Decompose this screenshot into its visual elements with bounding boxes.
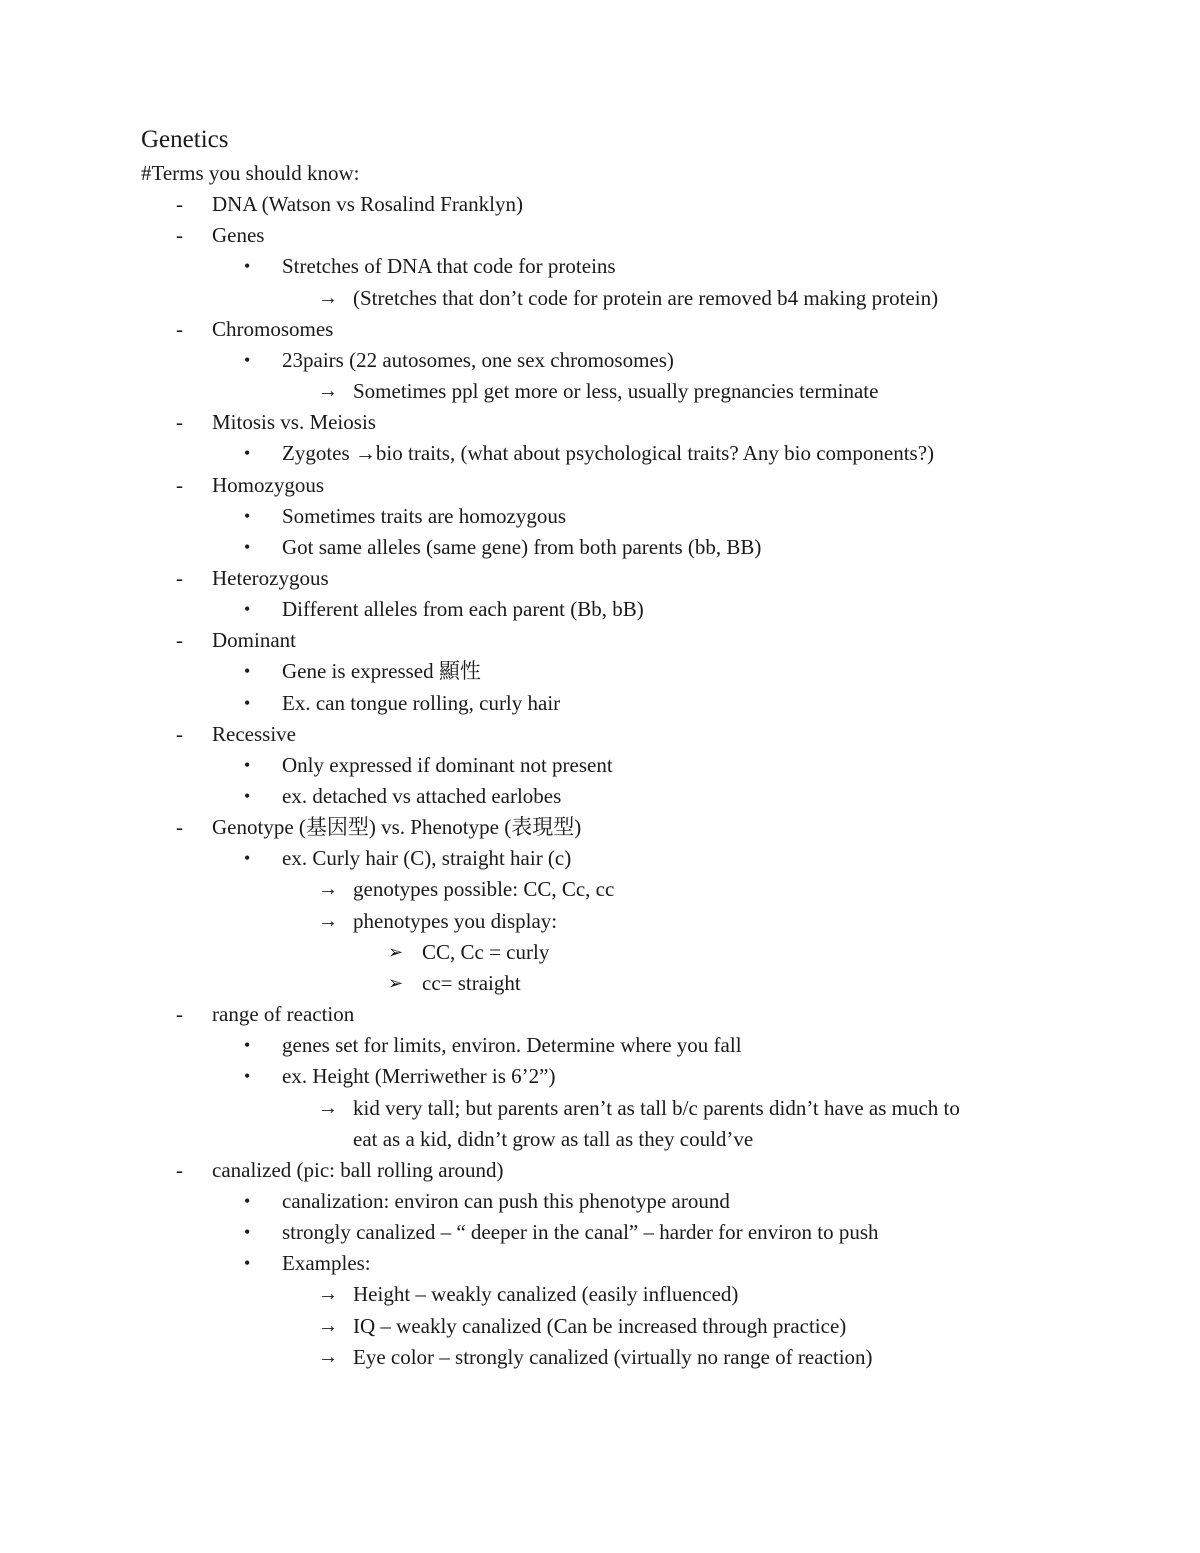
note-line: kid very tall; but parents aren’t as tall b/c parents didn’t have as much to [353,1096,960,1120]
note-line: ex. Curly hair (C), straight hair (c) [282,846,572,870]
note-line: Got same alleles (same gene) from both parents (bb, BB) [282,535,762,559]
dash-marker: - [176,1002,183,1026]
dash-marker: - [176,192,183,216]
note-line: phenotypes you display: [353,909,558,933]
triangle-arrow-icon: ➢ [388,942,404,962]
arrow-icon: → [318,1097,338,1119]
bullet-marker: • [244,350,251,370]
note-line: genes set for limits, environ. Determine where you fall [282,1033,742,1057]
note-line: genotypes possible: CC, Cc, cc [353,877,615,901]
note-line: 23pairs (22 autosomes, one sex chromosomes) [282,348,674,372]
bullet-marker: • [244,1222,251,1242]
note-line: canalization: environ can push this phenotype around [282,1189,730,1213]
note-line: Genotype (基因型) vs. Phenotype (表現型) [212,815,582,839]
note-line: Sometimes traits are homozygous [282,504,567,528]
dash-marker: - [176,628,183,652]
triangle-arrow-icon: ➢ [388,973,404,993]
note-line: Ex. can tongue rolling, curly hair [282,691,561,715]
dash-marker: - [176,223,183,247]
note-line: (Stretches that don’t code for protein are removed b4 making protein) [353,286,939,310]
bullet-marker: • [244,661,251,681]
note-line: ex. Height (Merriwether is 6’2”) [282,1064,556,1088]
bullet-marker: • [244,256,251,276]
note-line: Only expressed if dominant not present [282,753,613,777]
bullet-marker: • [244,848,251,868]
note-line: Mitosis vs. Meiosis [212,410,376,434]
dash-marker: - [176,722,183,746]
bullet-marker: • [244,443,251,463]
note-line: IQ – weakly canalized (Can be increased through practice) [353,1314,847,1338]
dash-marker: - [176,410,183,434]
note-line: DNA (Watson vs Rosalind Franklyn) [212,192,523,216]
bullet-marker: • [244,506,251,526]
arrow-icon: → [318,878,338,900]
arrow-icon: → [318,287,338,309]
bullet-marker: • [244,786,251,806]
dash-marker: - [176,317,183,341]
note-line: ex. detached vs attached earlobes [282,784,562,808]
note-line: eat as a kid, didn’t grow as tall as they could’ve [353,1127,754,1151]
arrow-icon: → [318,1315,338,1337]
dash-marker: - [176,473,183,497]
note-line: range of reaction [212,1002,355,1026]
bullet-marker: • [244,599,251,619]
note-line: Chromosomes [212,317,334,341]
note-line: cc= straight [422,971,521,995]
note-line: Genes [212,223,265,247]
note-line: strongly canalized – “ deeper in the canal” – harder for environ to push [282,1220,879,1244]
bullet-marker: • [244,537,251,557]
document-title: Genetics [141,126,229,153]
dash-marker: - [176,1158,183,1182]
note-line: Heterozygous [212,566,329,590]
note-line: Gene is expressed 顯性 [282,659,481,683]
arrow-icon: → [318,380,338,402]
bullet-marker: • [244,1191,251,1211]
bullet-marker: • [244,693,251,713]
note-line: Sometimes ppl get more or less, usually pregnancies terminate [353,379,879,403]
bullet-marker: • [244,1035,251,1055]
bullet-marker: • [244,755,251,775]
note-line: canalized (pic: ball rolling around) [212,1158,504,1182]
note-line: Dominant [212,628,296,652]
arrow-icon: → [318,1346,338,1368]
dash-marker: - [176,815,183,839]
note-line: CC, Cc = curly [422,940,550,964]
note-line: Homozygous [212,473,324,497]
note-line: Eye color – strongly canalized (virtually no range of reaction) [353,1345,873,1369]
note-line: Recessive [212,722,296,746]
note-line: Height – weakly canalized (easily influenced) [353,1282,739,1306]
bullet-marker: • [244,1066,251,1086]
note-line: #Terms you should know: [141,161,360,185]
note-line: Zygotes →bio traits, (what about psychological traits? Any bio components?) [282,441,935,465]
arrow-icon: → [318,910,338,932]
note-line: Stretches of DNA that code for proteins [282,254,616,278]
dash-marker: - [176,566,183,590]
note-line: Different alleles from each parent (Bb, bB) [282,597,644,621]
arrow-icon: → [318,1283,338,1305]
bullet-marker: • [244,1253,251,1273]
note-line: Examples: [282,1251,371,1275]
